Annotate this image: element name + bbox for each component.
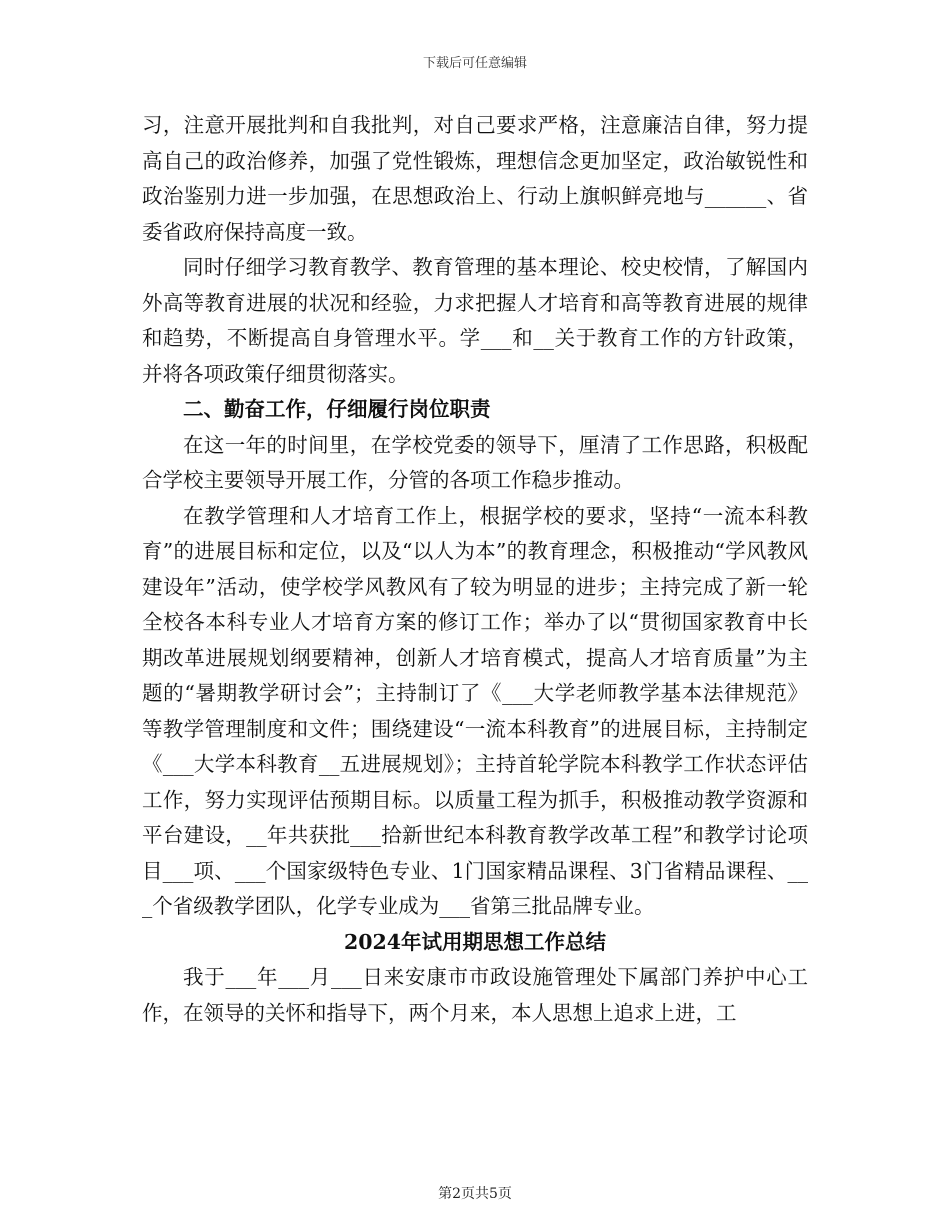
paragraph-teaching-management: 在教学管理和人才培育工作上，根据学校的要求，坚持“一流本科教育”的进展目标和定位，以及“以人为本”的教育理念，积极推动“学风教风建设年”活动，使学校学风教风有了较为明显的进步；主持完成了新一轮全校各本科专业人才培育方案的修订工作；举办了以“贯彻国家教育中长期改革进展规划纲要精神，创新人才培育模式，提高人才培育质量”为主题的“暑期教学研讨会”；主持制订了《___大学老师教学基本法律规范》等教学管理制度和文件；围绕建设“一流本科教育”的进展目标，主持制定《___大学本科教育__五进展规划》；主持首轮学院本科教学工作状态评估工作，努力实现评估预期目标。以质量工程为抓手，积极推动教学资源和平台建设，__年共获批___拾新世纪本科教育教学改革工程”和教学讨论项目___项、___个国家级特色专业、1门国家精品课程、3门省精品课程、___个省级教学团队，化学专业成为___省第三批品牌专业。 bbox=[142, 503, 808, 918]
page-header: 下载后可任意编辑 bbox=[422, 56, 527, 71]
paragraph-probation-summary: 我于___年___月___日来安康市市政设施管理处下属部门养护中心工作，在领导的关怀和指导下，两个月来，本人思想上追求上进，工 bbox=[142, 965, 808, 1025]
paragraph-political-study: 习，注意开展批判和自我批判，对自己要求严格，注意廉洁自律，努力提高自己的政治修养，加强了党性锻炼，理想信念更加坚定，政治敏锐性和政治鉴别力进一步加强，在思想政治上、行动上旗帜鲜亮地与______、省委省政府保持高度一致。 bbox=[142, 113, 808, 244]
page-footer: 第2页共5页 bbox=[438, 1186, 512, 1202]
paragraph-year-overview: 在这一年的时间里，在学校党委的领导下，厘清了工作思路，积极配合学校主要领导开展工作，分管的各项工作稳步推动。 bbox=[142, 432, 808, 492]
paragraph-education-theory: 同时仔细学习教育教学、教育管理的基本理论、校史校情，了解国内外高等教育进展的状况和经验，力求把握人才培育和高等教育进展的规律和趋势，不断提高自身管理水平。学___和__关于教育工作的方针政策，并将各项政策仔细贯彻落实。 bbox=[142, 255, 808, 386]
document-title: 2024年试用期思想工作总结 bbox=[343, 929, 607, 954]
section-heading-work-duties: 二、勤奋工作，仔细履行岗位职责 bbox=[183, 397, 491, 421]
document-body bbox=[142, 108, 808, 1031]
